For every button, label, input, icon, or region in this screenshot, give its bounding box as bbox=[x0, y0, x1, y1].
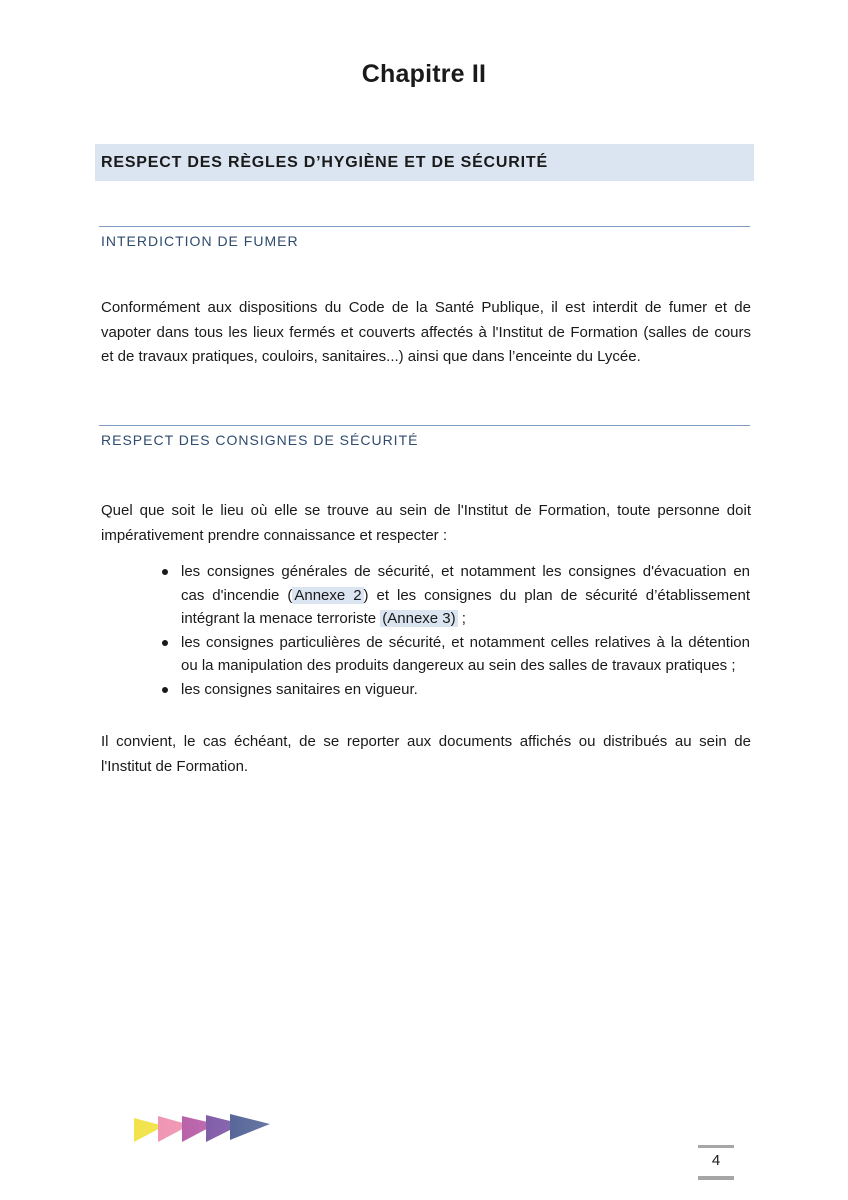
paragraph-line: vapoter dans tous les lieux fermés et couverts affectés à l'Institut de Formation (salles de cours bbox=[101, 323, 751, 341]
paragraph-line: impérativement prendre connaissance et respecter : bbox=[101, 526, 448, 544]
page-number-rule bbox=[698, 1145, 734, 1148]
list-item-text: ) et les consignes du plan de sécurité d’établissement bbox=[363, 586, 750, 604]
list-item-text: ; bbox=[457, 610, 466, 627]
closing-paragraph bbox=[101, 730, 751, 779]
section-title-banner: RESPECT DES RÈGLES D’HYGIÈNE ET DE SÉCURITÉ bbox=[95, 144, 754, 181]
page-number-rule bbox=[698, 1176, 734, 1180]
chapter-title: Chapitre II bbox=[361, 60, 487, 88]
annex-3-link[interactable]: (Annexe 3) bbox=[382, 610, 456, 627]
list-item-text: cas d'incendie ( bbox=[181, 586, 293, 604]
list-item-line: les consignes particulières de sécurité, et notamment celles relatives à la détention bbox=[181, 633, 750, 651]
subheading-safety-rules: RESPECT DES CONSIGNES DE SÉCURITÉ bbox=[101, 432, 419, 448]
list-item bbox=[160, 631, 750, 678]
institution-logo-icon bbox=[132, 1112, 272, 1146]
safety-rules-list bbox=[160, 560, 750, 701]
paragraph-line: Quel que soit le lieu où elle se trouve au sein de l'Institut de Formation, toute personne doit bbox=[101, 502, 751, 519]
paragraph-line: l'Institut de Formation. bbox=[101, 757, 249, 775]
section-divider bbox=[99, 226, 750, 227]
bullet-icon bbox=[162, 687, 168, 693]
list-item-line bbox=[181, 607, 750, 631]
no-smoking-paragraph bbox=[101, 296, 751, 370]
bullet-icon bbox=[162, 569, 168, 575]
list-item bbox=[160, 678, 750, 702]
paragraph-line: Il convient, le cas échéant, de se reporter aux documents affichés ou distribués au sein de bbox=[101, 733, 751, 750]
paragraph-line: et de travaux pratiques, couloirs, sanitaires...) ainsi que dans l’enceinte du Lycée. bbox=[101, 348, 641, 365]
list-item-line: ou la manipulation des produits dangereux au sein des salles de travaux pratiques ; bbox=[181, 657, 736, 674]
safety-intro-paragraph bbox=[101, 499, 751, 548]
subheading-no-smoking: INTERDICTION DE FUMER bbox=[101, 233, 299, 249]
section-divider bbox=[99, 425, 750, 426]
paragraph-line: Conformément aux dispositions du Code de la Santé Publique, il est interdit de fumer et de bbox=[101, 299, 751, 316]
list-item-line: les consignes générales de sécurité, et notamment les consignes d'évacuation en bbox=[181, 563, 750, 580]
list-item-line: les consignes sanitaires en vigueur. bbox=[181, 680, 418, 698]
page-number: 4 bbox=[711, 1152, 721, 1169]
annex-2-link[interactable]: Annexe 2 bbox=[294, 586, 362, 604]
list-item-line bbox=[181, 584, 750, 608]
list-item-text: intégrant la menace terroriste bbox=[181, 610, 381, 627]
bullet-icon bbox=[162, 640, 168, 646]
list-item bbox=[160, 560, 750, 631]
